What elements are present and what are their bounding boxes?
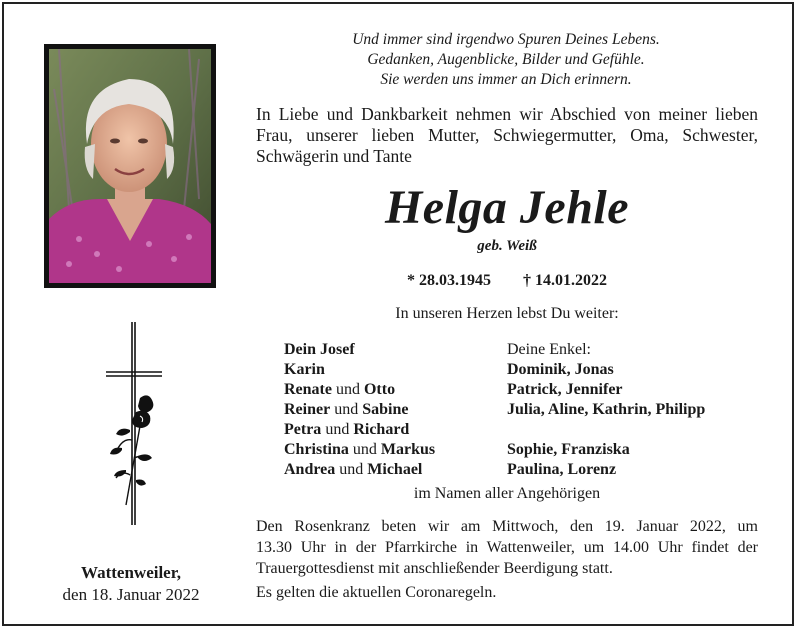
family-entry: Renate und Otto [284,381,396,398]
poem [260,30,752,90]
grandchildren-entry: Patrick, Jennifer [507,381,623,398]
birth-date: * 28.03.1945 [407,272,491,289]
corona-notice: Es gelten die aktuellen Coronaregeln. [256,584,497,601]
family-list [284,340,435,480]
family-entry: Christina und Markus [284,441,436,458]
grandchildren-entry: Paulina, Lorenz [507,461,617,478]
grandchildren-entry: Julia, Aline, Kathrin, Philipp [507,401,706,418]
family-entry: Andrea und Michael [284,461,423,478]
memorial-verse: In unseren Herzen lebst Du weiter: [395,305,619,322]
family-entry: Petra und Richard [284,421,410,438]
grandchildren-list [507,340,705,480]
service-line: Den Rosenkranz beten wir am Mittwoch, den 19. Januar 2022, um [256,518,758,535]
service-info [256,516,758,579]
family-entry: Karin [284,361,325,378]
poem-line: Gedanken, Augenblicke, Bilder und Gefühle. [367,51,645,68]
poem-line: Sie werden uns immer an Dich erinnern. [380,71,632,88]
family-entry: Reiner und Sabine [284,401,409,418]
life-dates [256,272,758,290]
grandchildren-entry: Dominik, Jonas [507,361,614,378]
intro-line: Schwägerin und Tante [256,146,412,166]
on-behalf-line: im Namen aller Angehörigen [413,485,601,502]
grandchildren-heading: Deine Enkel: [507,341,591,358]
family-entry: Dein Josef [284,341,355,358]
service-line: 13.30 Uhr in der Pfarrkirche in Wattenweiler, um 14.00 Uhr findet der [256,539,758,556]
intro-line: In Liebe und Dankbarkeit nehmen wir Abschied von meiner lieben [256,104,758,124]
service-line: Trauergottesdienst mit anschließender Beerdigung statt. [256,560,613,577]
place-name: Wattenweiler, [81,563,181,582]
portrait-frame [44,44,216,288]
farewell-intro [256,104,758,167]
poem-line: Und immer sind irgendwo Spuren Deines Lebens. [352,31,660,48]
cross-with-rose-icon [96,320,168,530]
portrait-photo [49,49,211,283]
deceased-name: Helga Jehle [384,181,630,234]
grandchildren-entry: Sophie, Franziska [507,441,630,458]
intro-line: Frau, unserer lieben Mutter, Schwiegermutter, Oma, Schwester, [256,125,758,145]
notice-date: den 18. Januar 2022 [62,585,200,604]
maiden-name: geb. Weiß [477,238,537,254]
death-date: † 14.01.2022 [523,272,607,289]
